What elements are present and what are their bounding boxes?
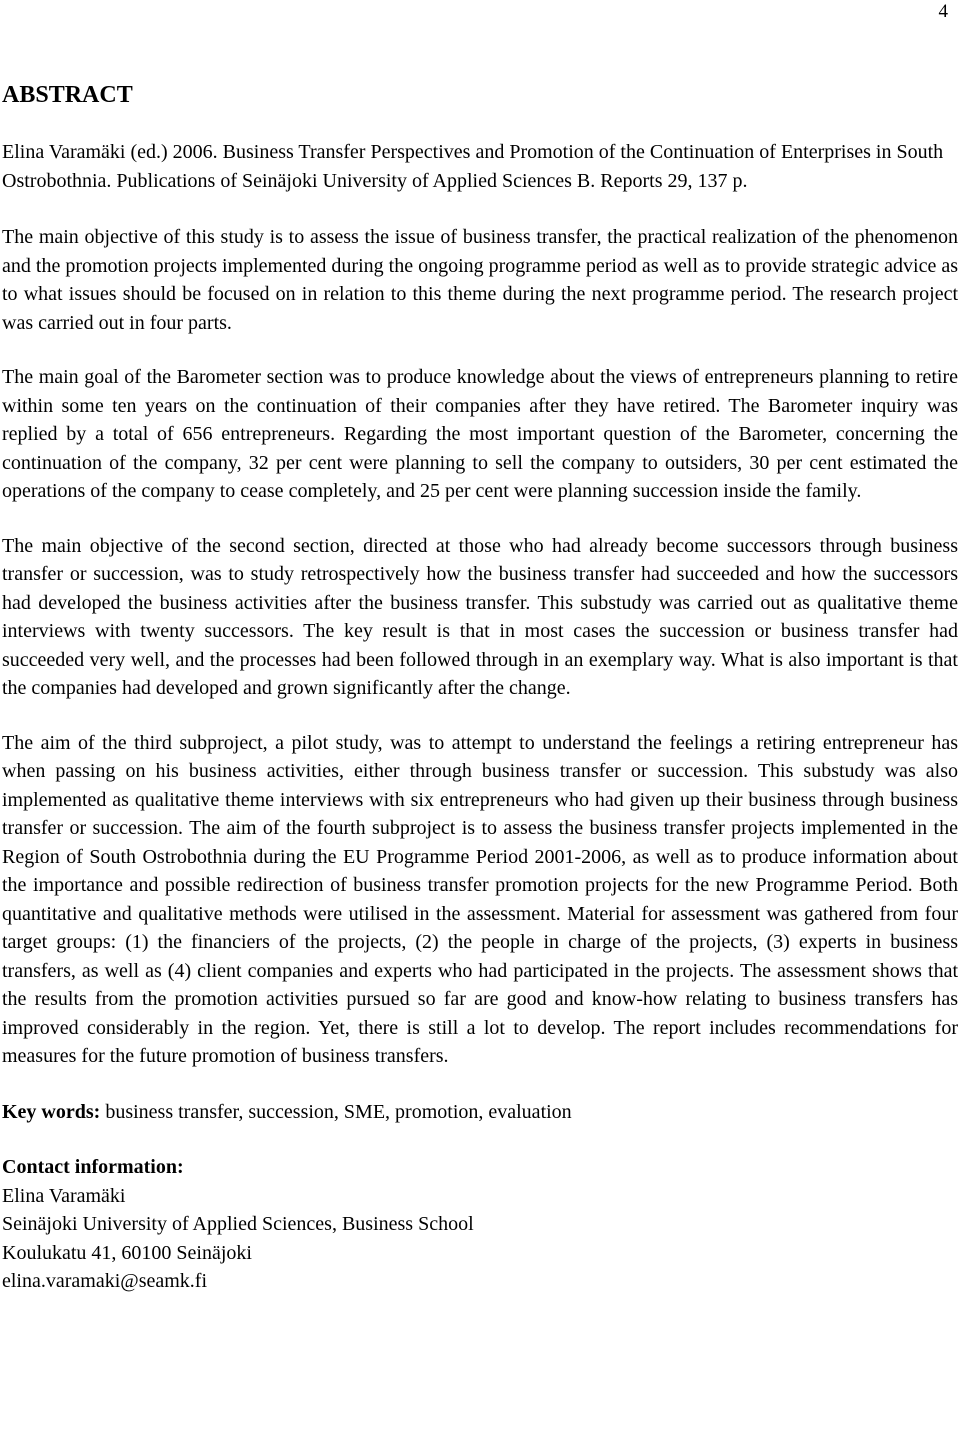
abstract-paragraph-2: The main goal of the Barometer section was to produce knowledge about the views of entrepreneurs planning to retire within some ten years on the continuation of their companies after they have retired. The Barometer inquiry was replied by a total of 656 entrepreneurs. Regarding the most important question of the Barometer, concerning the continuation of the company, 32 per cent were planning to sell the company to outsiders, 30 per cent estimated the operations of the company to cease completely, and 25 per cent were planning succession inside the family. (2, 366, 958, 502)
contact-address: Koulukatu 41, 60100 Seinäjoki (2, 1241, 252, 1264)
keywords (2, 1098, 958, 1127)
abstract-heading: ABSTRACT (2, 82, 133, 108)
abstract-paragraph-3: The main objective of the second section, directed at those who had already become successors through business transfer or succession, was to study retrospectively how the business transfer had succeeded and how the successors had developed the business activities after the business transfer. This substudy was carried out as qualitative theme interviews with twenty successors. The key result is that in most cases the succession or business transfer had succeeded very well, and the processes had been followed through in an exemplary way. What is also important is that the companies had developed and grown significantly after the change. (2, 534, 958, 699)
page-number: 4 (938, 1, 948, 22)
abstract-paragraph-1: The main objective of this study is to assess the issue of business transfer, the practical realization of the phenomenon and the promotion projects implemented during the ongoing programme period as well as to provide strategic advice as to what issues should be focused on in relation to this theme during the next programme period. The research project was carried out in four parts. (2, 226, 958, 334)
contact-organization: Seinäjoki University of Applied Sciences, Business School (2, 1213, 474, 1235)
contact-block (2, 1153, 958, 1296)
document-page (2, 80, 958, 1296)
citation: Elina Varamäki (ed.) 2006. Business Transfer Perspectives and Promotion of the Continuation of Enterprises in South Ostrobothnia. Publications of Seinäjoki University of Applied Sciences B. Reports 29, 137 p. (2, 141, 944, 192)
keywords-list: business transfer, succession, SME, promotion, evaluation (105, 1100, 572, 1123)
contact-name: Elina Varamäki (2, 1184, 126, 1207)
keywords-label: Key words: (2, 1100, 101, 1123)
contact-label: Contact information: (2, 1156, 184, 1178)
contact-email[interactable]: elina.varamaki@seamk.fi (2, 1270, 207, 1292)
abstract-paragraph-4: The aim of the third subproject, a pilot study, was to attempt to understand the feelings a retiring entrepreneur has when passing on his business activities, either through business transfer or succession. This substudy was also implemented as qualitative theme interviews with six entrepreneurs who had given up their business through business transfer or succession. The aim of the fourth subproject is to assess the business transfer projects implemented in the Region of South Ostrobothnia during the EU Programme Period 2001-2006, as well as to produce information about the importance and possible redirection of business transfer promotion projects for the new Programme Period. Both quantitative and qualitative methods were utilised in the assessment. Material for assessment was gathered from four target groups: (1) the financiers of the projects, (2) the people in charge of the projects, (3) experts in business transfers, as well as (4) client companies and experts who had participated in the projects. The assessment shows that the results from the promotion activities pursued so far are good and know-how relating to business transfers has improved considerably in the region. Yet, there is still a lot to develop. The report includes recommendations for measures for the future promotion of business transfers. (2, 731, 958, 1067)
